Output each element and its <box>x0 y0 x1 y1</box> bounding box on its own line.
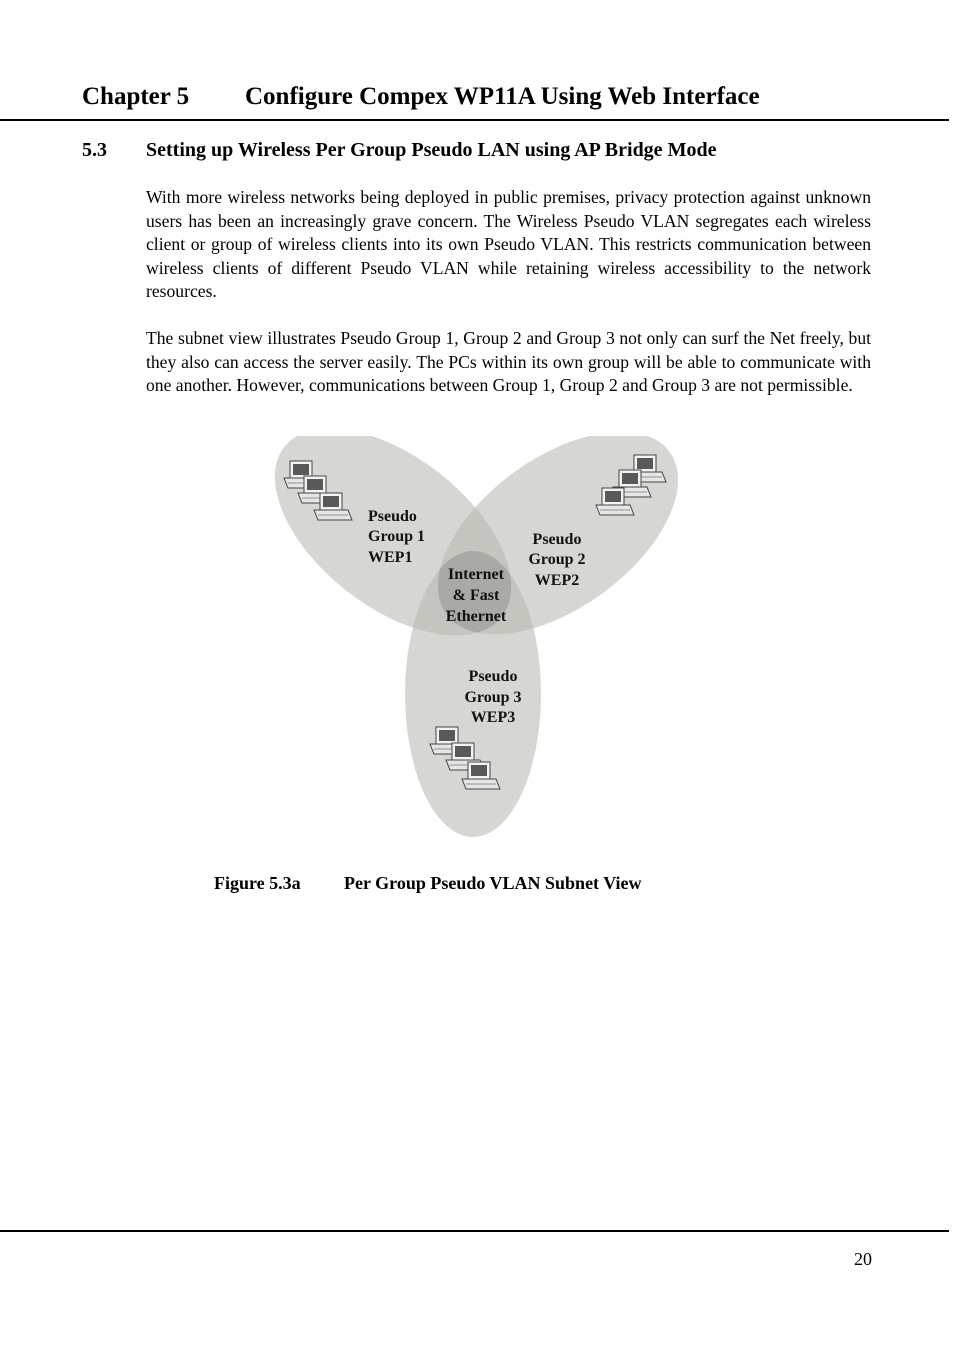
footer-rule <box>0 1230 949 1232</box>
figure-title: Per Group Pseudo VLAN Subnet View <box>344 873 642 893</box>
pseudo-vlan-diagram <box>268 436 684 840</box>
chapter-title: Configure Compex WP11A Using Web Interface <box>245 83 760 110</box>
label-group-2-line-2: Group 2 <box>528 551 586 568</box>
section-title: Setting up Wireless Per Group Pseudo LAN using AP Bridge Mode <box>146 139 717 161</box>
label-group-1-line-1: Pseudo <box>368 508 417 525</box>
header-rule <box>0 119 949 121</box>
chapter-number: Chapter 5 <box>82 83 190 110</box>
label-group-3-line-1: Pseudo <box>468 668 518 685</box>
label-group-2-line-1: Pseudo <box>532 531 582 548</box>
label-group-1-line-2: Group 1 <box>368 528 426 545</box>
paragraph-privacy: With more wireless networks being deployed in public premises, privacy protection against unknown users has been an increasingly grave concern. The Wireless Pseudo VLAN segregates each wireless client or group of wireless clients into its own Pseudo VLAN. This restricts communication between wireless clients of different Pseudo VLAN while retaining wireless accessibility to the network resources. <box>146 187 871 301</box>
paragraph-subnet-view: The subnet view illustrates Pseudo Group 1, Group 2 and Group 3 not only can surf the Net freely, but they also can access the server easily. The PCs within its own group will be able to communicate with one another. However, communications between Group 1, Group 2 and Group 3 are not permissible. <box>146 328 871 395</box>
section-heading <box>82 136 882 164</box>
label-group-1-line-3: WEP1 <box>368 549 413 566</box>
page-number: 20 <box>854 1249 872 1269</box>
label-center-line-2: & Fast <box>452 587 500 604</box>
label-group-2 <box>528 531 585 589</box>
label-group-3-line-2: Group 3 <box>464 689 522 706</box>
section-number: 5.3 <box>82 139 107 161</box>
label-center <box>446 566 507 625</box>
label-center-line-1: Internet <box>448 566 504 583</box>
label-center-line-3: Ethernet <box>445 608 507 625</box>
label-group-3-line-3: WEP3 <box>470 709 516 726</box>
figure-number: Figure 5.3a <box>214 873 301 893</box>
label-group-2-line-3: WEP2 <box>534 572 580 589</box>
chapter-heading <box>82 80 942 114</box>
figure-caption <box>214 871 814 895</box>
label-group-3 <box>464 668 521 726</box>
diagram-svg <box>268 436 684 840</box>
